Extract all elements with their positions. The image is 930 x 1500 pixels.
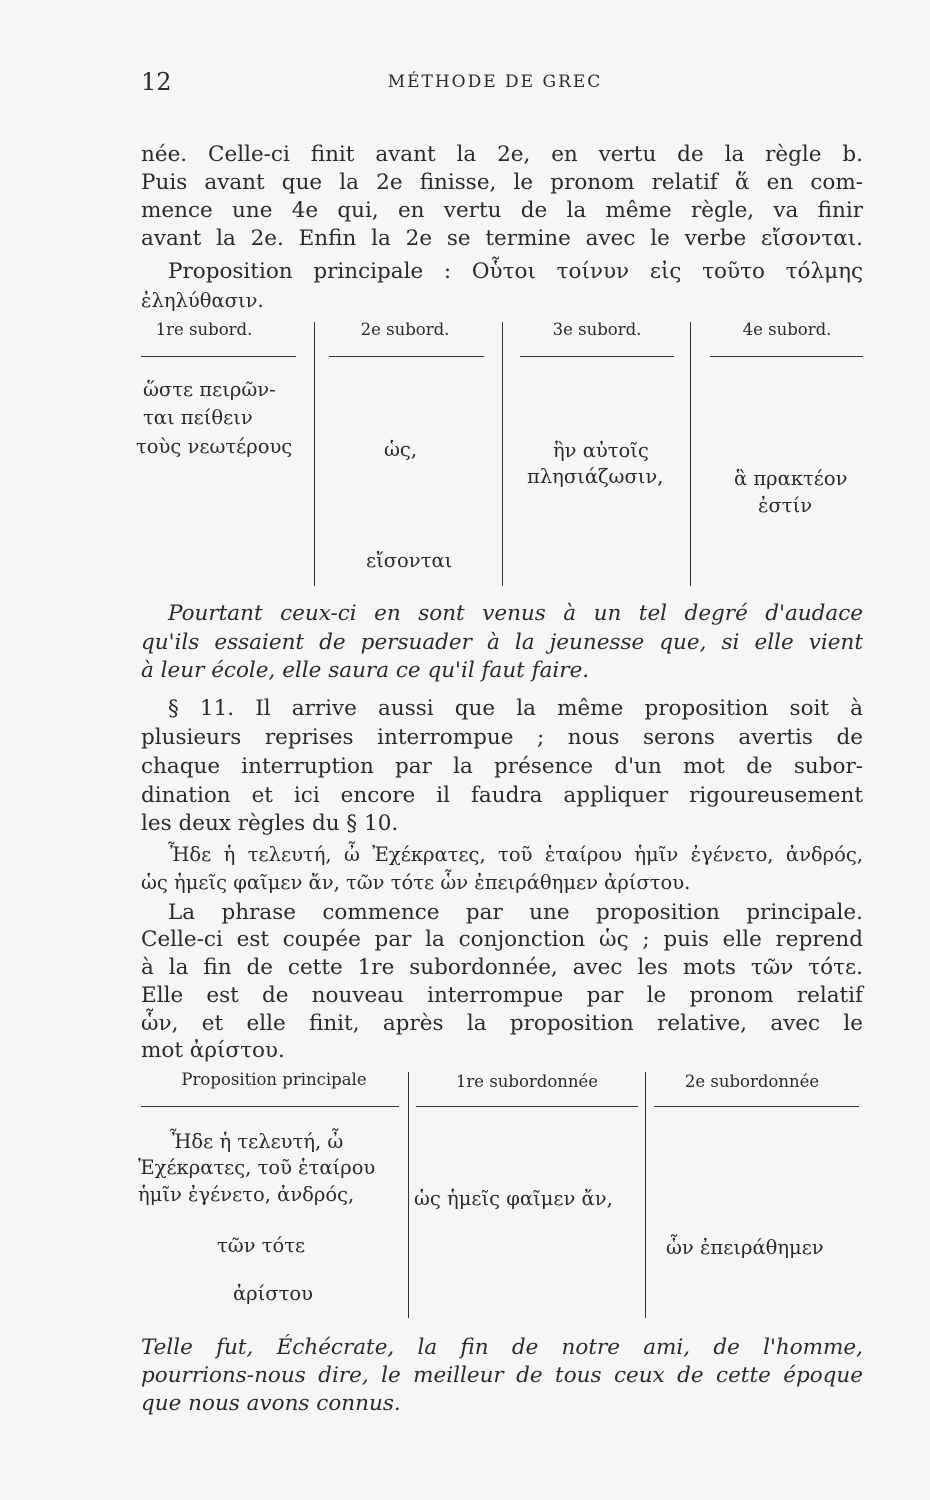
table1-cell: ἃ πρακτέον: [734, 467, 848, 490]
table2-header: 1re subordonnée: [455, 1072, 599, 1091]
paragraph-line: La phrase commence par une proposition principale.: [168, 900, 863, 925]
translation-line: qu'ils essaient de persuader à la jeunesse que, si elle vient: [141, 630, 863, 655]
table1-cell: εἴσονται: [366, 549, 453, 572]
table2-cell: ὧν ἐπειράθημεν: [666, 1236, 824, 1259]
table2-rule: [416, 1106, 638, 1107]
translation-line: pourrions-nous dire, le meilleur de tous ceux de cette époque: [141, 1363, 863, 1388]
table2-rule: [654, 1106, 859, 1107]
table1-cell: ἣν αὐτοῖς: [553, 439, 649, 462]
translation-line: Pourtant ceux-ci en sont venus à un tel degré d'audace: [168, 601, 863, 626]
table2-header: 2e subordonnée: [684, 1072, 820, 1091]
table2-cell: ὡς ἡμεῖς φαῖμεν ἄν,: [414, 1187, 613, 1210]
translation-line: à leur école, elle saura ce qu'il faut faire.: [141, 658, 590, 683]
table1-cell: πλησιάζωσιν,: [527, 465, 664, 488]
greek-line: ὡς ἡμεῖς φαῖμεν ἄν, τῶν τότε ὧν ἐπειράθημεν ἀρίστου.: [141, 871, 691, 894]
table1-rule: [141, 356, 296, 357]
translation-line: Telle fut, Échécrate, la fin de notre ami, de l'homme,: [141, 1335, 863, 1360]
table1-rule: [710, 356, 863, 357]
table1-divider: [502, 322, 503, 586]
paragraph-line: avant la 2e. Enfin la 2e se termine avec le verbe εἴσονται.: [141, 226, 863, 251]
table2-cell: ἡμῖν ἐγένετο, ἀνδρός,: [138, 1183, 355, 1206]
section-line: § 11. Il arrive aussi que la même proposition soit à: [168, 696, 863, 721]
table2-rule: [141, 1106, 399, 1107]
page-number: 12: [141, 68, 172, 96]
table1-header: 3e subord.: [552, 320, 642, 339]
table2-cell: ἀρίστου: [233, 1282, 313, 1305]
table2-cell: Ἐχέκρατες, τοῦ ἑταίρου: [138, 1156, 376, 1179]
table2-header: Proposition principale: [181, 1070, 367, 1089]
paragraph-line: Proposition principale : Οὗτοι τοίνυν εἰς τοῦτο τόλμης: [168, 259, 863, 284]
paragraph-line: mence une 4e qui, en vertu de la même règle, va finir: [141, 198, 863, 223]
section-line: les deux règles du § 10.: [141, 811, 399, 836]
paragraph-line: née. Celle-ci finit avant la 2e, en vertu de la règle b.: [141, 142, 863, 167]
section-line: plusieurs reprises interrompue ; nous serons avertis de: [141, 725, 863, 750]
paragraph-line: ὧν, et elle finit, après la proposition relative, avec le: [141, 1011, 863, 1036]
table1-cell: ὡς,: [384, 438, 418, 461]
section-line: chaque interruption par la présence d'un mot de subor-: [141, 754, 863, 779]
table1-rule: [329, 356, 484, 357]
paragraph-line: ἐληλύθασιν.: [141, 289, 264, 312]
table1-rule: [520, 356, 674, 357]
table1-cell: τοὺς νεωτέρους: [136, 435, 293, 458]
table2-cell: τῶν τότε: [217, 1234, 306, 1257]
paragraph-line: à la fin de cette 1re subordonnée, avec les mots τῶν τότε.: [141, 955, 863, 980]
table1-header: 4e subord.: [742, 320, 832, 339]
table2-cell: Ἦδε ἡ τελευτή, ὦ: [170, 1130, 344, 1153]
translation-line: que nous avons connus.: [141, 1391, 401, 1416]
table1-header: 1re subord.: [155, 320, 253, 339]
paragraph-line: Celle-ci est coupée par la conjonction ὡς ; puis elle reprend: [141, 927, 863, 952]
paragraph-line: mot ἀρίστου.: [141, 1038, 285, 1063]
paragraph-line: Puis avant que la 2e finisse, le pronom relatif ἅ en com-: [141, 170, 863, 195]
table1-divider: [314, 322, 315, 586]
section-line: dination et ici encore il faudra appliquer rigoureusement: [141, 783, 863, 808]
table1-divider: [690, 322, 691, 586]
table2-divider: [645, 1072, 646, 1318]
greek-line: Ἦδε ἡ τελευτή, ὦ Ἐχέκρατες, τοῦ ἑταίρου ἡμῖν ἐγένετο, ἀνδρός,: [168, 843, 863, 866]
table1-cell: ὥστε πειρῶν-: [143, 378, 276, 401]
running-head: MÉTHODE DE GREC: [387, 72, 603, 92]
table1-header: 2e subord.: [360, 320, 450, 339]
table1-cell: ἐστίν: [758, 494, 813, 517]
table2-divider: [408, 1072, 409, 1318]
paragraph-line: Elle est de nouveau interrompue par le pronom relatif: [141, 983, 863, 1008]
table1-cell: ται πείθειν: [143, 406, 253, 429]
